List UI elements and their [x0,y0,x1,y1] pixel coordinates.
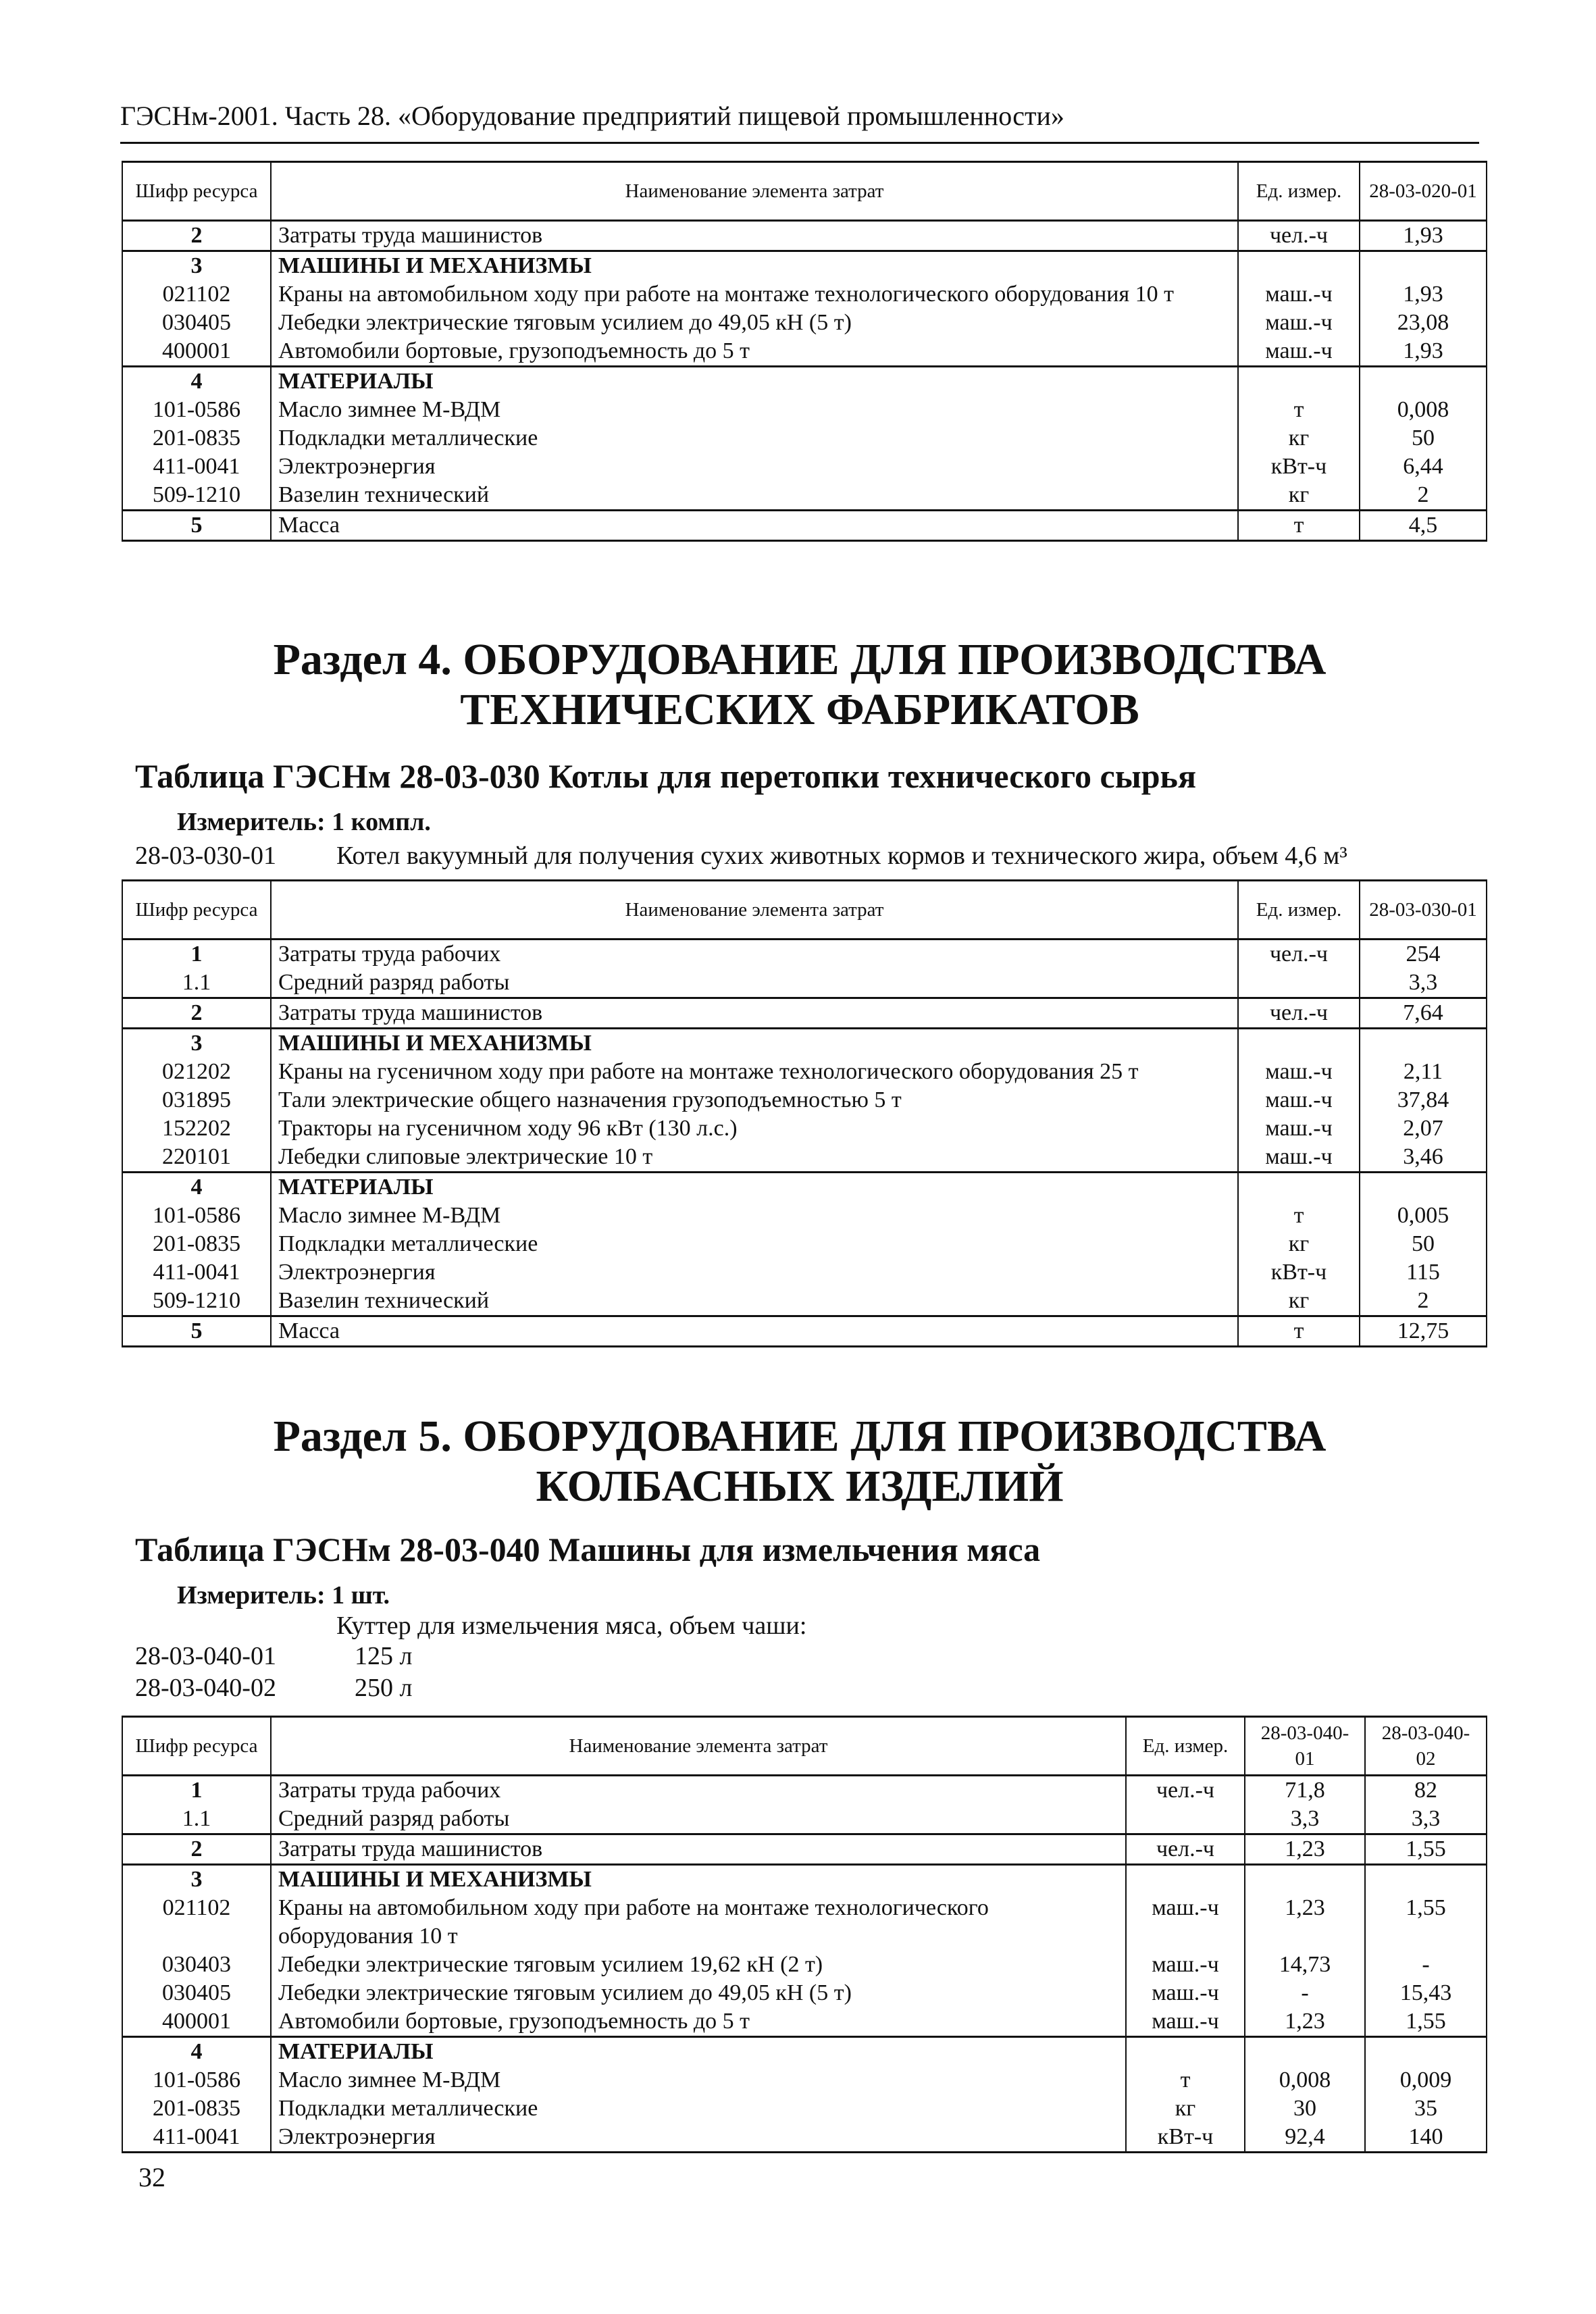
unit-cell: кг [1238,1287,1360,1316]
value-cell: 14,73 [1245,1951,1365,1979]
resource-code-cell: 1.1 [122,969,271,998]
table-row [122,221,1487,251]
unit-cell: чел.-ч [1238,940,1360,969]
col-header-value: 28-03-030-01 [1360,881,1487,940]
resource-code-cell: 152202 [122,1114,271,1143]
cost-element-cell: Масса [271,1316,1238,1347]
cost-element-cell: Лебедки слиповые электрические 10 т [271,1143,1238,1173]
value-cell: 3,3 [1245,1805,1365,1834]
table-body [122,940,1487,1347]
unit-cell: маш.-ч [1238,1114,1360,1143]
resource-code-cell: 411-0041 [122,2123,271,2153]
resource-code-cell: 4 [122,2037,271,2067]
table-row [122,2123,1487,2153]
resource-code-cell: 030405 [122,309,271,337]
value-cell [1360,251,1487,281]
table-row [122,2007,1487,2037]
value-cell: - [1245,1979,1365,2007]
value-cell: 2,07 [1360,1114,1487,1143]
unit-cell: маш.-ч [1238,1086,1360,1114]
table-row [122,367,1487,396]
item-desc-2: 250 л [355,1674,413,1702]
unit-cell: маш.-ч [1126,1979,1245,2007]
table-row [122,1287,1487,1316]
unit-cell: т [1238,1316,1360,1347]
table-28-03-020 [122,161,1487,542]
value-cell: 1,23 [1245,1894,1365,1951]
table-row [122,424,1487,453]
value-cell [1245,1865,1365,1895]
value-cell: 2 [1360,1287,1487,1316]
table-row [122,1865,1487,1895]
table-row [122,1951,1487,1979]
col-header-code: Шифр ресурса [122,881,271,940]
table-row [122,511,1487,541]
unit-cell [1126,2037,1245,2067]
table-row [122,1230,1487,1258]
cost-element-cell: Масло зимнее М-ВДМ [271,2066,1126,2094]
resource-code-cell: 411-0041 [122,453,271,481]
value-cell [1360,1173,1487,1202]
value-cell: 2,11 [1360,1058,1487,1086]
cost-element-cell: Средний разряд работы [271,1805,1126,1834]
cost-element-cell: Масло зимнее М-ВДМ [271,396,1238,424]
table-row [122,2094,1487,2123]
value-cell: 12,75 [1360,1316,1487,1347]
resource-code-cell: 101-0586 [122,2066,271,2094]
unit-cell: т [1238,1202,1360,1230]
section-4-title: Раздел 4. ОБОРУДОВАНИЕ ДЛЯ ПРОИЗВОДСТВА ТЕХНИЧЕСКИХ ФАБРИКАТОВ [273,635,1327,734]
value-cell: 82 [1365,1776,1487,1805]
value-cell: 0,008 [1245,2066,1365,2094]
table-row [122,396,1487,424]
cost-element-cell: Лебедки электрические тяговым усилием 19,62 кН (2 т) [271,1951,1126,1979]
table-row [122,1143,1487,1173]
resource-code-cell: 5 [122,511,271,541]
resource-code-cell: 2 [122,1834,271,1865]
table-row [122,1258,1487,1287]
value-cell: 2 [1360,481,1487,511]
table-row [122,1173,1487,1202]
table-row [122,1316,1487,1347]
item-description: Котел вакуумный для получения сухих животных кормов и технического жира, объем 4,6 м³ [336,842,1347,870]
col-header-value-1: 28-03-040-01 [1245,1717,1365,1776]
cost-element-cell: Краны на гусеничном ходу при работе на монтаже технологического оборудования 25 т [271,1058,1238,1086]
table-body [122,1776,1487,2153]
cost-element-cell: Лебедки электрические тяговым усилием до 49,05 кН (5 т) [271,309,1238,337]
unit-cell [1238,1029,1360,1058]
value-cell: 140 [1365,2123,1487,2153]
unit-cell: маш.-ч [1238,337,1360,367]
value-cell: 1,23 [1245,1834,1365,1865]
cost-element-cell: МАТЕРИАЛЫ [271,1173,1238,1202]
value-cell: 50 [1360,1230,1487,1258]
unit-cell: кг [1238,424,1360,453]
table-row [122,1805,1487,1834]
table-row [122,940,1487,969]
value-cell: 15,43 [1365,1979,1487,2007]
resource-code-cell: 021202 [122,1058,271,1086]
cost-element-cell: Средний разряд работы [271,969,1238,998]
resource-code-cell: 1.1 [122,1805,271,1834]
unit-cell: чел.-ч [1126,1834,1245,1865]
unit-cell: кВт-ч [1238,1258,1360,1287]
table-row [122,1114,1487,1143]
resource-code-cell: 201-0835 [122,1230,271,1258]
resource-code-cell: 101-0586 [122,396,271,424]
value-cell: 50 [1360,424,1487,453]
section-5-title: Раздел 5. ОБОРУДОВАНИЕ ДЛЯ ПРОИЗВОДСТВА КОЛБАСНЫХ ИЗДЕЛИЙ [273,1412,1327,1511]
cost-element-cell: Затраты труда рабочих [271,1776,1126,1805]
table-row [122,1894,1487,1951]
col-header-name: Наименование элемента затрат [271,1717,1126,1776]
cost-element-cell: Тали электрические общего назначения грузоподъемностью 5 т [271,1086,1238,1114]
value-cell: 1,23 [1245,2007,1365,2037]
cost-element-cell: МАШИНЫ И МЕХАНИЗМЫ [271,251,1238,281]
table-title-28-03-040: Таблица ГЭСНм 28-03-040 Машины для измельчения мяса [135,1531,1041,1568]
value-cell: 1,55 [1365,1894,1487,1951]
value-cell: 1,55 [1365,2007,1487,2037]
table-body [122,221,1487,541]
value-cell: 23,08 [1360,309,1487,337]
value-cell: 1,93 [1360,337,1487,367]
cost-element-cell: Вазелин технический [271,481,1238,511]
page-number: 32 [138,2162,165,2192]
unit-cell: маш.-ч [1126,2007,1245,2037]
resource-code-cell: 400001 [122,2007,271,2037]
cost-element-cell: Затраты труда машинистов [271,998,1238,1029]
measure-unit: Измеритель: 1 шт. [177,1581,390,1610]
value-cell: - [1365,1951,1487,1979]
table-row [122,2037,1487,2067]
table-row [122,2066,1487,2094]
value-cell: 254 [1360,940,1487,969]
unit-cell: т [1238,511,1360,541]
table-row [122,998,1487,1029]
table-title-28-03-030: Таблица ГЭСНм 28-03-030 Котлы для перетопки технического сырья [135,757,1197,795]
unit-cell: кг [1238,1230,1360,1258]
table-28-03-040 [122,1716,1487,2153]
resource-code-cell: 4 [122,1173,271,1202]
cost-element-cell: Подкладки металлические [271,2094,1126,2123]
cost-element-cell: Автомобили бортовые, грузоподъемность до 5 т [271,337,1238,367]
unit-cell: кВт-ч [1238,453,1360,481]
cost-element-cell: Электроэнергия [271,453,1238,481]
cost-element-cell: Подкладки металлические [271,424,1238,453]
col-header-unit: Ед. измер. [1238,881,1360,940]
table-row [122,1979,1487,2007]
resource-code-cell: 4 [122,367,271,396]
resource-code-cell: 220101 [122,1143,271,1173]
value-cell: 1,93 [1360,221,1487,251]
cost-element-cell: Масса [271,511,1238,541]
unit-cell: т [1238,396,1360,424]
col-header-value: 28-03-020-01 [1360,162,1487,221]
cost-element-cell: МАШИНЫ И МЕХАНИЗМЫ [271,1029,1238,1058]
resource-code-cell: 031895 [122,1086,271,1114]
table-row [122,1058,1487,1086]
value-cell: 0,005 [1360,1202,1487,1230]
table-row [122,309,1487,337]
value-cell: 0,009 [1365,2066,1487,2094]
unit-cell: чел.-ч [1238,998,1360,1029]
item-code-2: 28-03-040-02 [135,1674,276,1702]
cost-element-cell: Автомобили бортовые, грузоподъемность до 5 т [271,2007,1126,2037]
cost-element-cell: Краны на автомобильном ходу при работе на монтаже технологического оборудования 10 т [271,1894,1126,1951]
cost-element-cell: Электроэнергия [271,1258,1238,1287]
col-header-code: Шифр ресурса [122,162,271,221]
value-cell: 3,3 [1365,1805,1487,1834]
table-row [122,1086,1487,1114]
value-cell: 30 [1245,2094,1365,2123]
resource-code-cell: 2 [122,998,271,1029]
value-cell: 0,008 [1360,396,1487,424]
resource-code-cell: 509-1210 [122,481,271,511]
table-row [122,337,1487,367]
resource-code-cell: 400001 [122,337,271,367]
cost-element-cell: Лебедки электрические тяговым усилием до 49,05 кН (5 т) [271,1979,1126,2007]
unit-cell: маш.-ч [1238,1143,1360,1173]
resource-code-cell: 201-0835 [122,424,271,453]
unit-cell [1238,367,1360,396]
resource-code-cell: 1 [122,940,271,969]
value-cell: 71,8 [1245,1776,1365,1805]
table-row [122,1834,1487,1865]
cost-element-cell: Подкладки металлические [271,1230,1238,1258]
unit-cell: кг [1126,2094,1245,2123]
value-cell: 37,84 [1360,1086,1487,1114]
unit-cell: маш.-ч [1238,1058,1360,1086]
resource-code-cell: 030405 [122,1979,271,2007]
value-cell: 3,3 [1360,969,1487,998]
value-cell: 3,46 [1360,1143,1487,1173]
cost-element-cell: МАШИНЫ И МЕХАНИЗМЫ [271,1865,1126,1895]
unit-cell [1238,251,1360,281]
resource-code-cell: 021102 [122,1894,271,1951]
cost-element-cell: Электроэнергия [271,2123,1126,2153]
value-cell: 7,64 [1360,998,1487,1029]
table-row [122,481,1487,511]
resource-code-cell: 3 [122,1029,271,1058]
unit-cell: маш.-ч [1238,309,1360,337]
table-row [122,1202,1487,1230]
cost-element-cell: МАТЕРИАЛЫ [271,2037,1126,2067]
unit-cell: маш.-ч [1126,1951,1245,1979]
resource-code-cell: 030403 [122,1951,271,1979]
cost-element-cell: Затраты труда машинистов [271,1834,1126,1865]
value-cell [1365,2037,1487,2067]
value-cell [1365,1865,1487,1895]
col-header-value-2: 28-03-040-02 [1365,1717,1487,1776]
value-cell: 4,5 [1360,511,1487,541]
col-header-unit: Ед. измер. [1238,162,1360,221]
value-cell [1360,1029,1487,1058]
item-desc-1: 125 л [355,1642,413,1670]
value-cell: 92,4 [1245,2123,1365,2153]
resource-code-cell: 5 [122,1316,271,1347]
table-row [122,453,1487,481]
resource-code-cell: 411-0041 [122,1258,271,1287]
cost-element-cell: Краны на автомобильном ходу при работе на монтаже технологического оборудования 10 т [271,280,1238,309]
unit-cell: чел.-ч [1126,1776,1245,1805]
value-cell: 1,55 [1365,1834,1487,1865]
item-intro: Куттер для измельчения мяса, объем чаши: [336,1612,807,1640]
unit-cell: кг [1238,481,1360,511]
col-header-name: Наименование элемента затрат [271,162,1238,221]
value-cell: 115 [1360,1258,1487,1287]
col-header-code: Шифр ресурса [122,1717,271,1776]
resource-code-cell: 3 [122,251,271,281]
col-header-unit: Ед. измер. [1126,1717,1245,1776]
resource-code-cell: 201-0835 [122,2094,271,2123]
value-cell: 1,93 [1360,280,1487,309]
unit-cell [1126,1865,1245,1895]
table-row [122,969,1487,998]
running-header: ГЭСНм-2001. Часть 28. «Оборудование предприятий пищевой промышленности» [120,101,1064,131]
item-code: 28-03-030-01 [135,842,276,870]
cost-element-cell: Вазелин технический [271,1287,1238,1316]
cost-element-cell: Затраты труда рабочих [271,940,1238,969]
cost-element-cell: Масло зимнее М-ВДМ [271,1202,1238,1230]
unit-cell [1238,969,1360,998]
cost-element-cell: МАТЕРИАЛЫ [271,367,1238,396]
table-28-03-030 [122,879,1487,1347]
table-row [122,1776,1487,1805]
unit-cell: кВт-ч [1126,2123,1245,2153]
table-row [122,251,1487,281]
value-cell: 6,44 [1360,453,1487,481]
unit-cell: маш.-ч [1238,280,1360,309]
resource-code-cell: 021102 [122,280,271,309]
col-header-name: Наименование элемента затрат [271,881,1238,940]
resource-code-cell: 2 [122,221,271,251]
unit-cell: т [1126,2066,1245,2094]
resource-code-cell: 509-1210 [122,1287,271,1316]
unit-cell: маш.-ч [1126,1894,1245,1951]
value-cell [1360,367,1487,396]
table-row [122,280,1487,309]
unit-cell: чел.-ч [1238,221,1360,251]
value-cell: 35 [1365,2094,1487,2123]
cost-element-cell: Тракторы на гусеничном ходу 96 кВт (130 л.с.) [271,1114,1238,1143]
resource-code-cell: 101-0586 [122,1202,271,1230]
unit-cell [1126,1805,1245,1834]
value-cell [1245,2037,1365,2067]
table-row [122,1029,1487,1058]
header-rule [120,142,1479,144]
cost-element-cell: Затраты труда машинистов [271,221,1238,251]
resource-code-cell: 1 [122,1776,271,1805]
unit-cell [1238,1173,1360,1202]
measure-unit: Измеритель: 1 компл. [177,808,431,836]
resource-code-cell: 3 [122,1865,271,1895]
item-code-1: 28-03-040-01 [135,1642,276,1670]
